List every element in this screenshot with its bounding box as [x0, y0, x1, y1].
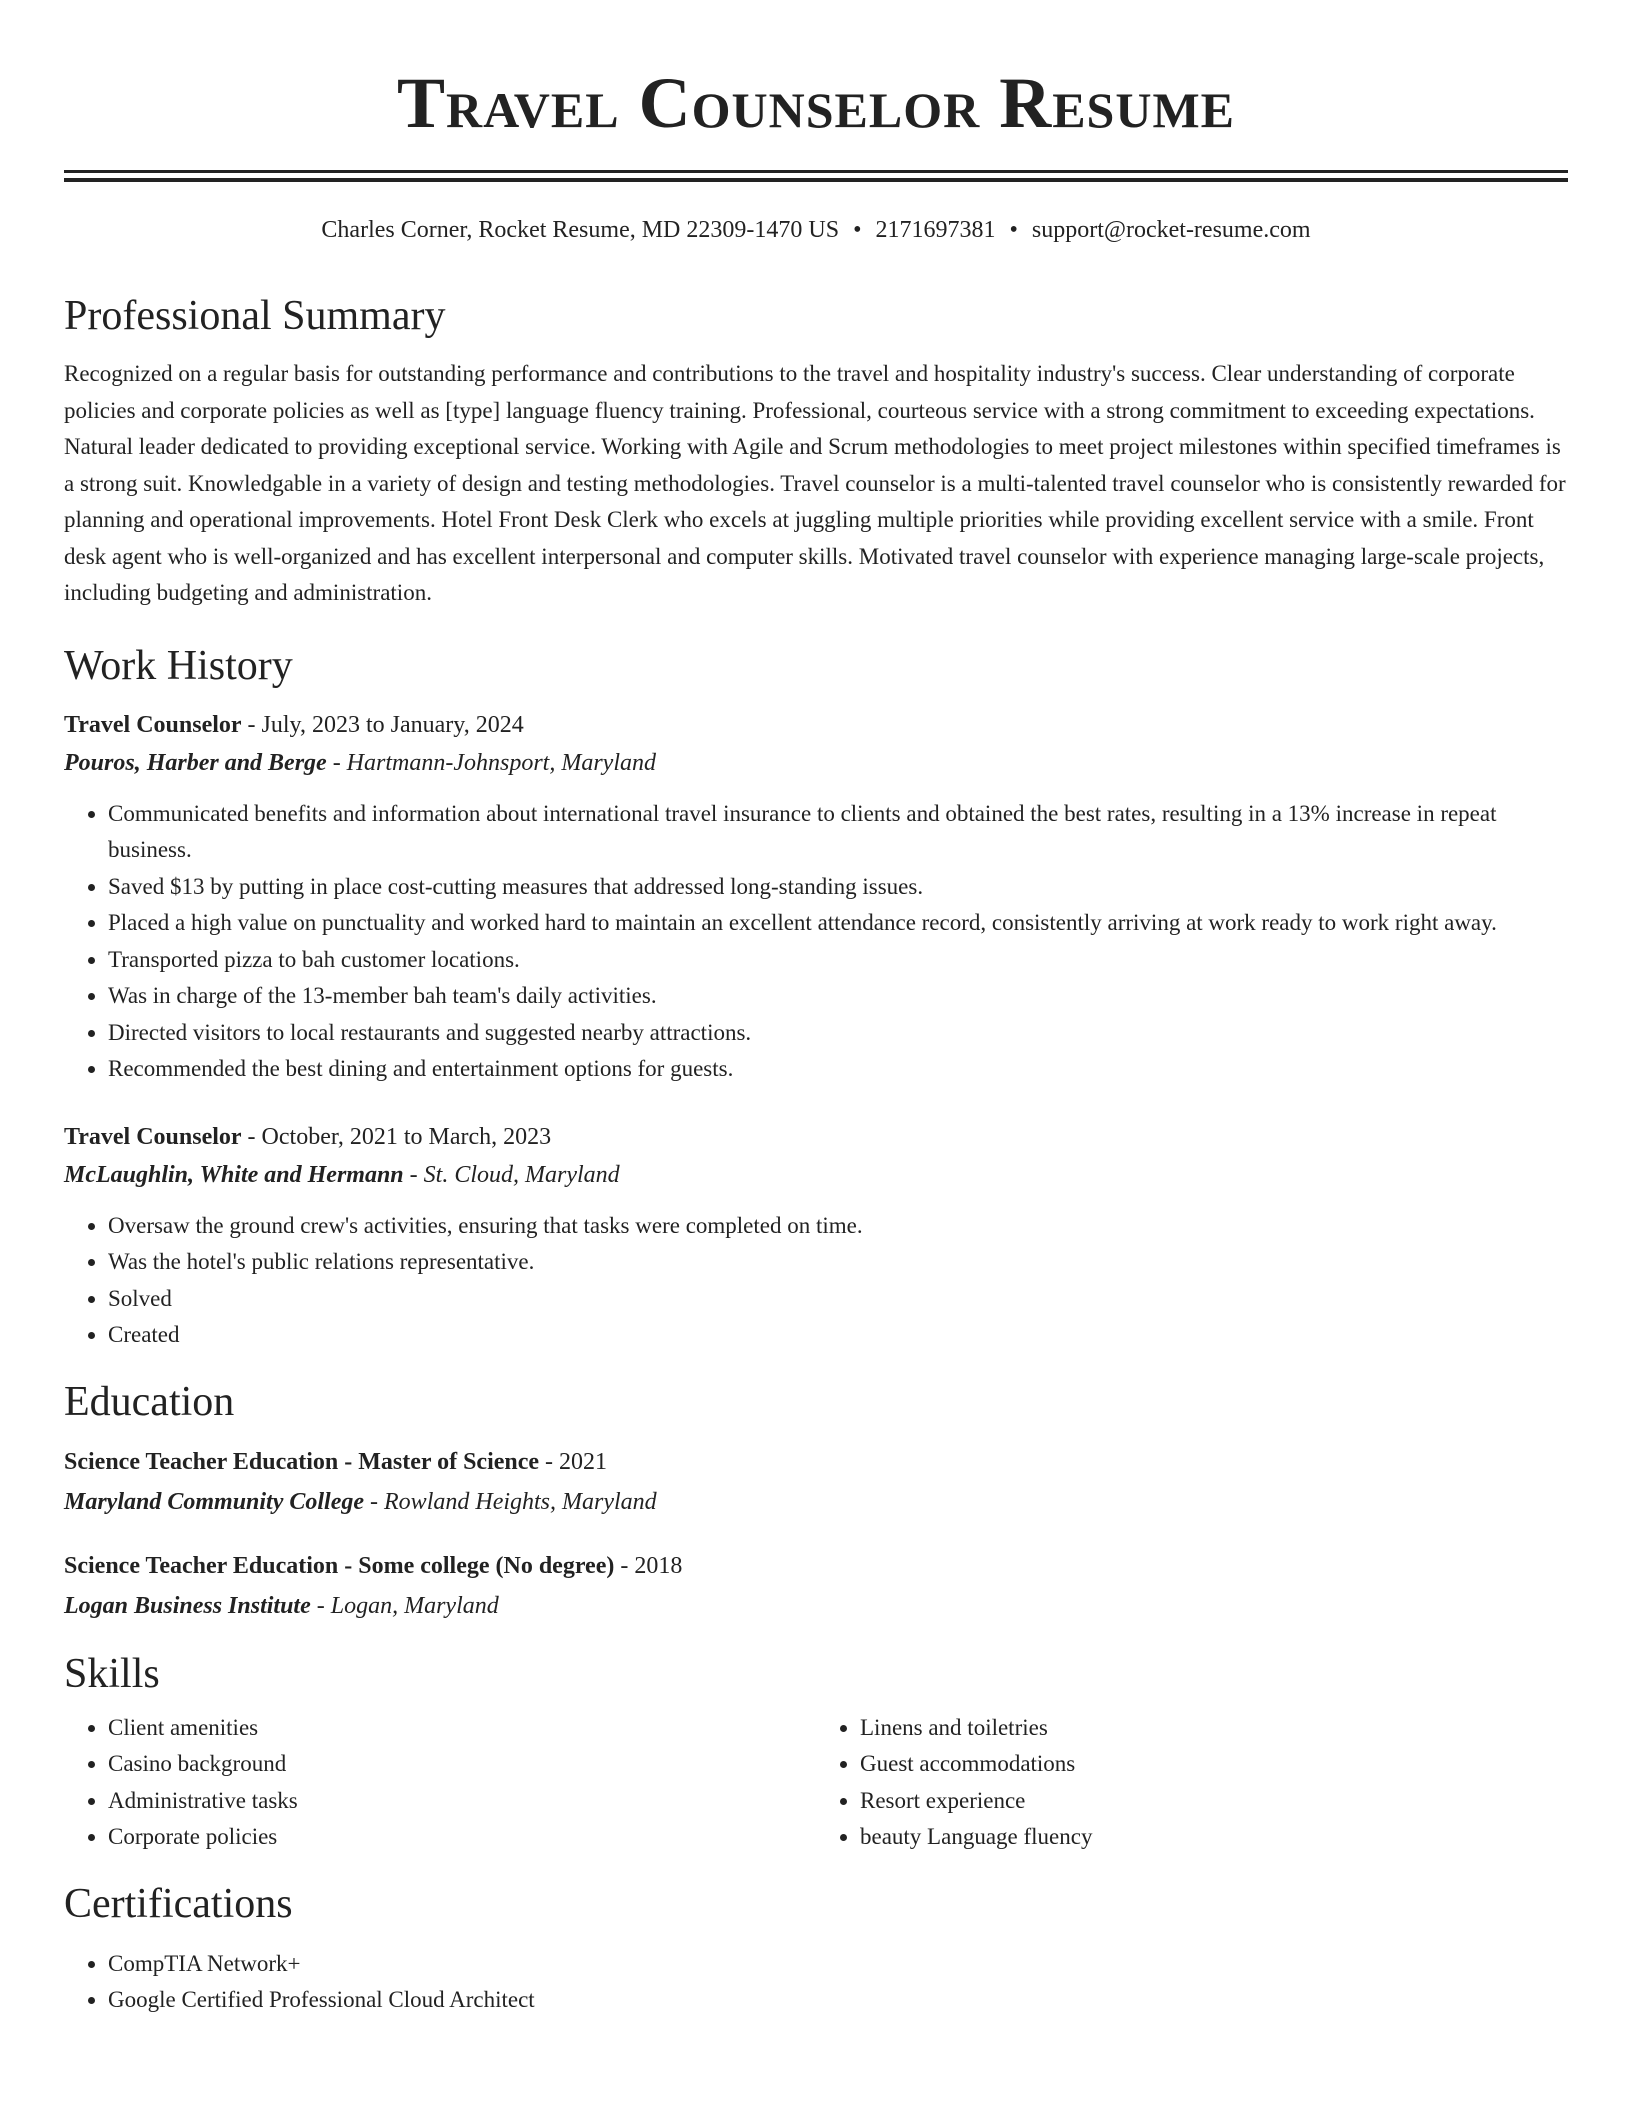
- list-item: • beauty Language fluency: [860, 1819, 1568, 1856]
- list-item: • Administrative tasks: [108, 1783, 816, 1820]
- employer-location: - Hartmann-Johnsport, Maryland: [326, 749, 656, 776]
- work-history-heading: Work History: [64, 642, 293, 689]
- job-dates: - October, 2021 to March, 2023: [241, 1123, 552, 1150]
- school-line: [64, 1586, 1568, 1626]
- contact-line: [64, 212, 1568, 248]
- list-item: • Casino background: [108, 1746, 816, 1783]
- list-item: • Communicated benefits and information about international travel insurance to clients and obtained the best rates, resulting in a 13% increase in repeat business.: [108, 796, 1568, 869]
- list-item: • Recommended the best dining and entertainment options for guests.: [108, 1051, 1568, 1088]
- job-bullets: [64, 796, 1568, 1088]
- education-heading: Education: [64, 1378, 235, 1425]
- education-entry: [64, 1442, 1568, 1522]
- list-item: • Solved: [108, 1281, 1568, 1318]
- job-title-line: [64, 706, 1568, 744]
- title-double-rule: [64, 170, 1568, 182]
- list-item: • Guest accommodations: [860, 1746, 1568, 1783]
- contact-email: support@rocket-resume.com: [1031, 217, 1311, 243]
- job-entry: [64, 1118, 1568, 1354]
- certifications-list: [64, 1946, 1568, 2019]
- employer-name: McLaughlin, White and Hermann: [64, 1161, 404, 1188]
- list-item: • Client amenities: [108, 1710, 816, 1747]
- contact-phone: 2171697381: [875, 217, 996, 243]
- list-item: • Was the hotel's public relations representative.: [108, 1244, 1568, 1281]
- list-item: • Saved $13 by putting in place cost-cutting measures that addressed long-standing issues.: [108, 869, 1568, 906]
- list-item: • Linens and toiletries: [860, 1710, 1568, 1747]
- certifications-heading: Certifications: [64, 1880, 293, 1927]
- summary-heading: Professional Summary: [64, 293, 446, 339]
- summary-text: Recognized on a regular basis for outstanding performance and contributions to the travel and hospitality industry's success. Clear understanding of corporate policies and corporate policies as well as [type] language fluency training. Professional, courteous service with a strong commitment to exceeding expectations. Natural leader dedicated to providing exceptional service. Working with Agile and Scrum methodologies to meet project milestones within specified timeframes is a strong suit. Knowledgable in a variety of design and testing methodologies. Travel counselor is a multi-talented travel counselor who is consistently rewarded for planning and operational improvements. Hotel Front Desk Clerk who excels at juggling multiple priorities while providing excellent service with a smile. Front desk agent who is well-organized and has excellent interpersonal and computer skills. Motivated travel counselor with experience managing large-scale projects, including budgeting and administration.: [64, 361, 1566, 605]
- contact-separator: •: [853, 217, 862, 243]
- degree-line: [64, 1442, 1568, 1482]
- contact-address: Charles Corner, Rocket Resume, MD 22309-1470 US: [321, 217, 840, 243]
- list-item: • Resort experience: [860, 1783, 1568, 1820]
- list-item: • Placed a high value on punctuality and worked hard to maintain an excellent attendance record, consistently arriving at work ready to work right away.: [108, 905, 1568, 942]
- degree-year: - 2021: [539, 1448, 608, 1475]
- job-entry: [64, 706, 1568, 1088]
- school-name: Maryland Community College: [64, 1488, 365, 1515]
- school-location: - Rowland Heights, Maryland: [364, 1488, 657, 1515]
- list-item: • Created: [108, 1317, 1568, 1354]
- education-entry: [64, 1546, 1568, 1626]
- employer-line: [64, 744, 1568, 782]
- skills-heading: Skills: [64, 1650, 160, 1697]
- list-item: • Directed visitors to local restaurants and suggested nearby attractions.: [108, 1015, 1568, 1052]
- list-item: • Was in charge of the 13-member bah team's daily activities.: [108, 978, 1568, 1015]
- degree-name: Science Teacher Education - Some college (No degree): [64, 1552, 615, 1579]
- employer-line: [64, 1156, 1568, 1194]
- list-item: • Transported pizza to bah customer locations.: [108, 942, 1568, 979]
- school-line: [64, 1482, 1568, 1522]
- list-item: • Corporate policies: [108, 1819, 816, 1856]
- job-dates: - July, 2023 to January, 2024: [241, 711, 524, 738]
- skills-list-right: [816, 1710, 1568, 1856]
- resume-title: Travel Counselor Resume: [396, 63, 1236, 143]
- list-item: • Oversaw the ground crew's activities, ensuring that tasks were completed on time.: [108, 1208, 1568, 1245]
- skills-columns: [64, 1710, 1568, 1856]
- list-item: • CompTIA Network+: [108, 1946, 1568, 1983]
- employer-name: Pouros, Harber and Berge: [64, 749, 327, 776]
- job-title: Travel Counselor: [64, 711, 242, 738]
- job-title-line: [64, 1118, 1568, 1156]
- skills-list-left: [64, 1710, 816, 1856]
- job-bullets: [64, 1208, 1568, 1354]
- employer-location: - St. Cloud, Maryland: [403, 1161, 620, 1188]
- degree-name: Science Teacher Education - Master of Science: [64, 1448, 540, 1475]
- school-name: Logan Business Institute: [64, 1592, 311, 1619]
- contact-separator: •: [1009, 217, 1018, 243]
- degree-line: [64, 1546, 1568, 1586]
- job-title: Travel Counselor: [64, 1123, 242, 1150]
- school-location: - Logan, Maryland: [310, 1592, 499, 1619]
- list-item: • Google Certified Professional Cloud Architect: [108, 1982, 1568, 2019]
- degree-year: - 2018: [614, 1552, 683, 1579]
